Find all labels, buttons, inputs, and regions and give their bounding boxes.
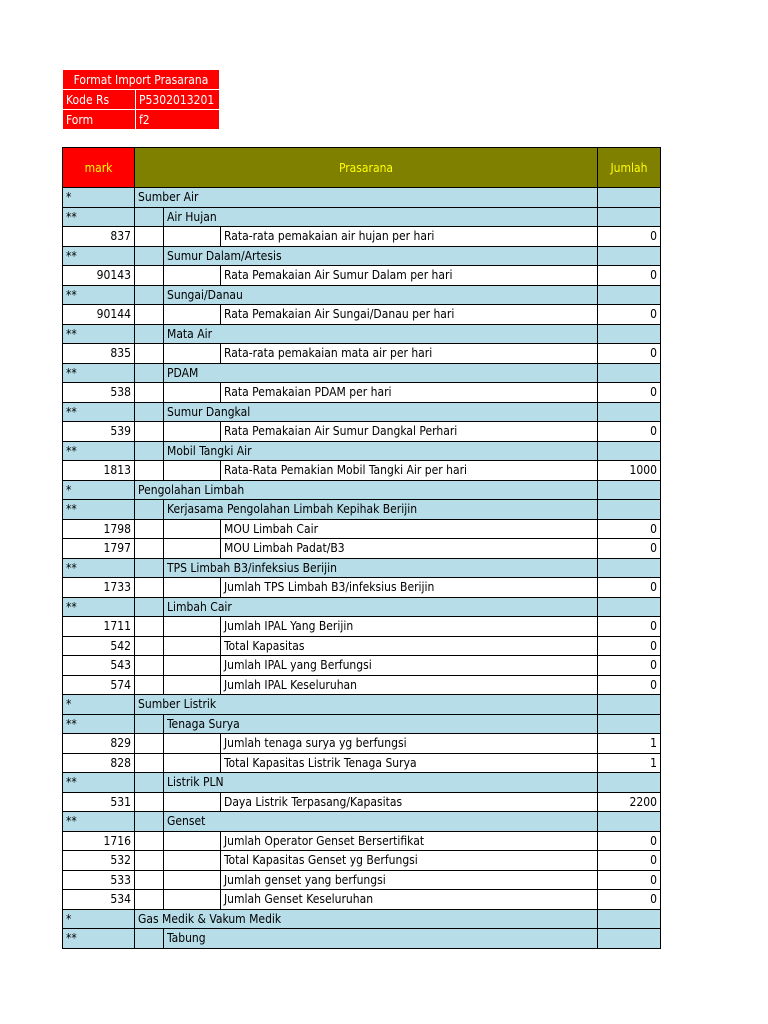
table-row <box>63 890 661 910</box>
indent-cell <box>135 714 164 734</box>
table-row <box>63 305 661 325</box>
table-row <box>63 617 661 637</box>
jumlah-cell <box>598 188 661 208</box>
jumlah-cell: 0 <box>598 831 661 851</box>
jumlah-cell <box>598 714 661 734</box>
category-label: Gas Medik & Vakum Medik <box>135 909 598 929</box>
item-label: Jumlah IPAL yang Berfungsi <box>221 656 598 676</box>
indent-cell <box>135 422 164 442</box>
jumlah-cell: 0 <box>598 636 661 656</box>
mark-cell: ** <box>63 207 135 227</box>
table-row <box>63 519 661 539</box>
jumlah-cell <box>598 773 661 793</box>
table-row <box>63 851 661 871</box>
table-row <box>63 675 661 695</box>
item-label: Total Kapasitas <box>221 636 598 656</box>
indent-cell <box>135 402 164 422</box>
table-row <box>63 246 661 266</box>
table-row <box>63 656 661 676</box>
subcategory-label: Tenaga Surya <box>164 714 598 734</box>
mark-cell: 1797 <box>63 539 135 559</box>
item-label: Total Kapasitas Listrik Tenaga Surya <box>221 753 598 773</box>
jumlah-cell <box>598 480 661 500</box>
table-row <box>63 188 661 208</box>
indent-cell <box>135 929 164 949</box>
jumlah-cell: 1 <box>598 734 661 754</box>
jumlah-cell: 0 <box>598 656 661 676</box>
item-label: Jumlah IPAL Keseluruhan <box>221 675 598 695</box>
indent-cell <box>164 305 221 325</box>
table-row <box>63 734 661 754</box>
jumlah-cell <box>598 441 661 461</box>
table-header-row <box>63 148 661 188</box>
table-row <box>63 597 661 617</box>
jumlah-cell: 0 <box>598 870 661 890</box>
item-label: Jumlah tenaga surya yg berfungsi <box>221 734 598 754</box>
import-format-title: Format Import Prasarana <box>63 70 220 90</box>
mark-cell: 532 <box>63 851 135 871</box>
table-row <box>63 929 661 949</box>
item-label: Rata Pemakaian Air Sumur Dalam per hari <box>221 266 598 286</box>
mark-cell: 90144 <box>63 305 135 325</box>
table-row <box>63 266 661 286</box>
mark-cell: 531 <box>63 792 135 812</box>
table-row <box>63 285 661 305</box>
jumlah-cell <box>598 402 661 422</box>
indent-cell <box>135 285 164 305</box>
mark-cell: 837 <box>63 227 135 247</box>
indent-cell <box>164 675 221 695</box>
subcategory-label: Tabung <box>164 929 598 949</box>
indent-cell <box>135 656 164 676</box>
subcategory-label: Listrik PLN <box>164 773 598 793</box>
mark-cell: ** <box>63 441 135 461</box>
item-label: Jumlah genset yang berfungsi <box>221 870 598 890</box>
table-row <box>63 753 661 773</box>
table-row <box>63 383 661 403</box>
jumlah-cell: 0 <box>598 890 661 910</box>
mark-cell: 538 <box>63 383 135 403</box>
jumlah-cell: 1000 <box>598 461 661 481</box>
item-label: Jumlah IPAL Yang Berijin <box>221 617 598 637</box>
mark-cell: 1798 <box>63 519 135 539</box>
jumlah-cell <box>598 246 661 266</box>
table-row <box>63 558 661 578</box>
subcategory-label: Sungai/Danau <box>164 285 598 305</box>
jumlah-cell: 0 <box>598 344 661 364</box>
jumlah-cell <box>598 363 661 383</box>
jumlah-cell: 0 <box>598 617 661 637</box>
mark-cell: 1716 <box>63 831 135 851</box>
jumlah-cell <box>598 812 661 832</box>
mark-cell: * <box>63 480 135 500</box>
jumlah-cell <box>598 324 661 344</box>
table-row <box>63 500 661 520</box>
mark-cell: ** <box>63 929 135 949</box>
subcategory-label: Air Hujan <box>164 207 598 227</box>
indent-cell <box>135 344 164 364</box>
jumlah-cell: 0 <box>598 266 661 286</box>
indent-cell <box>164 753 221 773</box>
indent-cell <box>135 675 164 695</box>
table-row <box>63 831 661 851</box>
indent-cell <box>135 792 164 812</box>
jumlah-cell <box>598 558 661 578</box>
mark-cell: 543 <box>63 656 135 676</box>
indent-cell <box>164 851 221 871</box>
indent-cell <box>135 831 164 851</box>
indent-cell <box>135 363 164 383</box>
mark-cell: ** <box>63 812 135 832</box>
item-label: Rata-rata pemakaian mata air per hari <box>221 344 598 364</box>
indent-cell <box>164 344 221 364</box>
mark-cell: 542 <box>63 636 135 656</box>
item-label: Rata Pemakaian Air Sungai/Danau per hari <box>221 305 598 325</box>
indent-cell <box>135 753 164 773</box>
table-row <box>63 695 661 715</box>
item-label: Total Kapasitas Genset yg Berfungsi <box>221 851 598 871</box>
mark-cell: ** <box>63 597 135 617</box>
indent-cell <box>164 227 221 247</box>
jumlah-cell: 0 <box>598 305 661 325</box>
mark-cell: ** <box>63 246 135 266</box>
indent-cell <box>164 870 221 890</box>
indent-cell <box>135 324 164 344</box>
mark-cell: ** <box>63 324 135 344</box>
import-header-table <box>62 69 220 130</box>
item-label: Rata Pemakaian Air Sumur Dangkal Perhari <box>221 422 598 442</box>
table-row <box>63 539 661 559</box>
jumlah-cell: 0 <box>598 851 661 871</box>
form-label: Form <box>63 110 136 130</box>
jumlah-cell <box>598 929 661 949</box>
indent-cell <box>135 461 164 481</box>
indent-cell <box>135 734 164 754</box>
mark-cell: 828 <box>63 753 135 773</box>
table-row <box>63 773 661 793</box>
mark-cell: 1813 <box>63 461 135 481</box>
table-row <box>63 578 661 598</box>
table-row <box>63 480 661 500</box>
indent-cell <box>135 851 164 871</box>
indent-cell <box>164 266 221 286</box>
indent-cell <box>135 636 164 656</box>
subcategory-label: Mata Air <box>164 324 598 344</box>
mark-cell: ** <box>63 558 135 578</box>
indent-cell <box>135 227 164 247</box>
mark-cell: ** <box>63 500 135 520</box>
column-header-jumlah: Jumlah <box>598 148 661 188</box>
column-header-mark: mark <box>63 148 135 188</box>
indent-cell <box>135 870 164 890</box>
indent-cell <box>135 383 164 403</box>
subcategory-label: TPS Limbah B3/infeksius Berijin <box>164 558 598 578</box>
table-row <box>63 812 661 832</box>
jumlah-cell <box>598 500 661 520</box>
table-row <box>63 324 661 344</box>
subcategory-label: PDAM <box>164 363 598 383</box>
item-label: Rata-rata pemakaian air hujan per hari <box>221 227 598 247</box>
indent-cell <box>135 246 164 266</box>
indent-cell <box>164 422 221 442</box>
indent-cell <box>164 578 221 598</box>
indent-cell <box>164 656 221 676</box>
mark-cell: 829 <box>63 734 135 754</box>
kode-rs-value: P5302013201 <box>136 90 220 110</box>
mark-cell: 533 <box>63 870 135 890</box>
table-row <box>63 714 661 734</box>
subcategory-label: Kerjasama Pengolahan Limbah Kepihak Berijin <box>164 500 598 520</box>
jumlah-cell: 0 <box>598 539 661 559</box>
subcategory-label: Mobil Tangki Air <box>164 441 598 461</box>
indent-cell <box>135 773 164 793</box>
item-label: Jumlah Operator Genset Bersertifikat <box>221 831 598 851</box>
category-label: Sumber Listrik <box>135 695 598 715</box>
indent-cell <box>135 266 164 286</box>
mark-cell: ** <box>63 402 135 422</box>
jumlah-cell: 1 <box>598 753 661 773</box>
table-row <box>63 422 661 442</box>
indent-cell <box>135 500 164 520</box>
indent-cell <box>135 597 164 617</box>
jumlah-cell: 0 <box>598 422 661 442</box>
mark-cell: 1711 <box>63 617 135 637</box>
mark-cell: 539 <box>63 422 135 442</box>
indent-cell <box>164 539 221 559</box>
table-row <box>63 441 661 461</box>
jumlah-cell <box>598 695 661 715</box>
indent-cell <box>135 441 164 461</box>
mark-cell: 574 <box>63 675 135 695</box>
mark-cell: ** <box>63 363 135 383</box>
table-row <box>63 636 661 656</box>
jumlah-cell <box>598 285 661 305</box>
jumlah-cell: 2200 <box>598 792 661 812</box>
indent-cell <box>135 539 164 559</box>
indent-cell <box>164 792 221 812</box>
mark-cell: * <box>63 695 135 715</box>
kode-rs-label: Kode Rs <box>63 90 136 110</box>
table-row <box>63 792 661 812</box>
prasarana-table <box>62 147 661 949</box>
indent-cell <box>164 383 221 403</box>
jumlah-cell <box>598 597 661 617</box>
table-row <box>63 402 661 422</box>
table-row <box>63 870 661 890</box>
indent-cell <box>135 305 164 325</box>
mark-cell: ** <box>63 285 135 305</box>
jumlah-cell <box>598 207 661 227</box>
table-row <box>63 344 661 364</box>
indent-cell <box>135 578 164 598</box>
form-value: f2 <box>136 110 220 130</box>
table-row <box>63 363 661 383</box>
indent-cell <box>164 461 221 481</box>
mark-cell: 90143 <box>63 266 135 286</box>
item-label: Rata-Rata Pemakian Mobil Tangki Air per hari <box>221 461 598 481</box>
indent-cell <box>135 207 164 227</box>
jumlah-cell: 0 <box>598 227 661 247</box>
indent-cell <box>164 617 221 637</box>
indent-cell <box>135 558 164 578</box>
table-row <box>63 227 661 247</box>
item-label: MOU Limbah Padat/B3 <box>221 539 598 559</box>
jumlah-cell: 0 <box>598 675 661 695</box>
jumlah-cell <box>598 909 661 929</box>
table-row <box>63 207 661 227</box>
subcategory-label: Sumur Dangkal <box>164 402 598 422</box>
indent-cell <box>164 890 221 910</box>
subcategory-label: Sumur Dalam/Artesis <box>164 246 598 266</box>
indent-cell <box>164 734 221 754</box>
item-label: Jumlah TPS Limbah B3/infeksius Berijin <box>221 578 598 598</box>
jumlah-cell: 0 <box>598 519 661 539</box>
mark-cell: 1733 <box>63 578 135 598</box>
indent-cell <box>164 636 221 656</box>
mark-cell: 534 <box>63 890 135 910</box>
indent-cell <box>135 519 164 539</box>
jumlah-cell: 0 <box>598 383 661 403</box>
category-label: Pengolahan Limbah <box>135 480 598 500</box>
jumlah-cell: 0 <box>598 578 661 598</box>
indent-cell <box>164 519 221 539</box>
indent-cell <box>135 617 164 637</box>
mark-cell: ** <box>63 773 135 793</box>
table-row <box>63 461 661 481</box>
subcategory-label: Genset <box>164 812 598 832</box>
column-header-prasarana: Prasarana <box>135 148 598 188</box>
mark-cell: 835 <box>63 344 135 364</box>
item-label: Jumlah Genset Keseluruhan <box>221 890 598 910</box>
item-label: Daya Listrik Terpasang/Kapasitas <box>221 792 598 812</box>
category-label: Sumber Air <box>135 188 598 208</box>
mark-cell: ** <box>63 714 135 734</box>
mark-cell: * <box>63 909 135 929</box>
indent-cell <box>135 812 164 832</box>
table-row <box>63 909 661 929</box>
item-label: MOU Limbah Cair <box>221 519 598 539</box>
indent-cell <box>164 831 221 851</box>
item-label: Rata Pemakaian PDAM per hari <box>221 383 598 403</box>
indent-cell <box>135 890 164 910</box>
mark-cell: * <box>63 188 135 208</box>
subcategory-label: Limbah Cair <box>164 597 598 617</box>
